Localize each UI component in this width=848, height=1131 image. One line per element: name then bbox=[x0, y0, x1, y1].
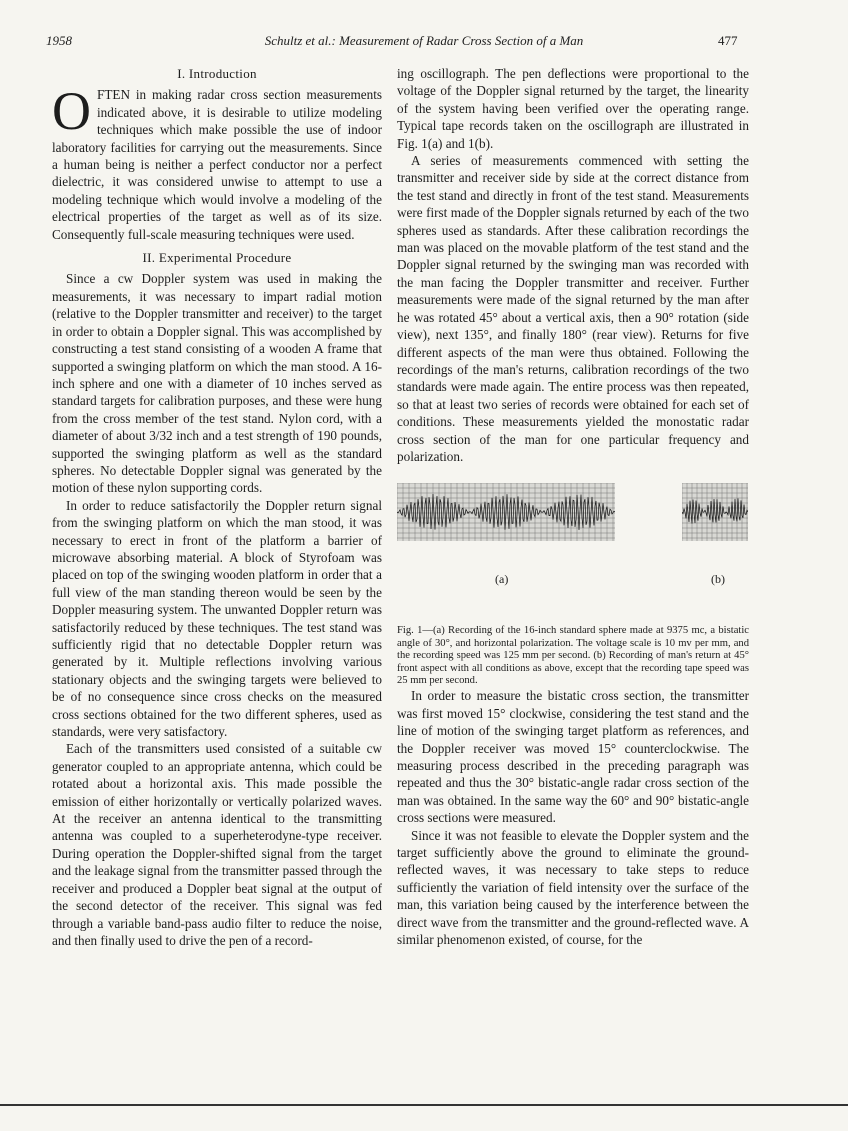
journal-year: 1958 bbox=[46, 33, 72, 48]
left-column bbox=[52, 65, 382, 949]
procedure-paragraph-7: Since it was not feasible to elevate the Doppler system and the target sufficiently above the ground to eliminate the ground-reflected waves, it was necessary to take steps to reduce sufficiently the variation of field intensity over the surface of the man, this variation being caused by the interference between the direct wave from the transmitter and the ground-reflected wave. A similar phenomenon existed, of course, for the bbox=[397, 827, 749, 948]
running-header bbox=[0, 33, 848, 53]
figure-label-b: (b) bbox=[711, 572, 725, 587]
procedure-paragraph-2: In order to reduce satisfactorily the Doppler return signal from the swinging platform on which the man stood, it was necessary to erect in front of the platform a barrier of microwave absorbing material. A block of Styrofoam was placed on top of the swinging wooden platform in order that a full view of the man standing thereon would be seen by the Doppler measuring system. The unwanted Doppler return was satisfactorily reduced by these techniques. The test stand was sufficiently rigid that no detectable Doppler return was generated by it. Multiple reflections involving various stationary objects and the swinging targets were believed to be of no consequence since cross checks on the measured cross sections obtained for the two different spheres, used as standards, were very satisfactory. bbox=[52, 497, 382, 740]
section-heading-introduction: I. Introduction bbox=[177, 66, 257, 81]
running-title: Schultz et al.: Measurement of Radar Cross Section of a Man bbox=[264, 33, 584, 48]
page-bottom-edge bbox=[0, 1104, 848, 1106]
procedure-paragraph-1: Since a cw Doppler system was used in making the measurements, it was necessary to impart radial motion (relative to the Doppler transmitter and receiver) to the target in order to obtain a Doppler signal. This was accomplished by constructing a test stand consisting of a wooden A frame that supported a swinging platform on which the man stood. A 16-inch sphere and one with a diameter of 10 inches served as standard targets for calibration purposes, and these were hung from the cross member of the test stand. Nylon cord, with a diameter of about 3/32 inch and a test strength of 190 pounds, supported the swinging platform as well as the standard spheres. No detectable Doppler signal was generated by the motion of these nylon supporting cords. bbox=[52, 271, 382, 496]
figure-caption: Fig. 1—(a) Recording of the 16-inch standard sphere made at 9375 mc, a bistatic angle of 30°, and horizontal polarization. The voltage scale is 10 mv per mm, and the recording speed was 125 mm per second. (b) Recording of man's return at 45° front aspect with all conditions as above, except that the recording tape speed was 25 mm per second. bbox=[397, 625, 749, 686]
figure-label-a: (a) bbox=[495, 572, 509, 587]
procedure-paragraph-3: Each of the transmitters used consisted of a suitable cw generator coupled to an appropriate antenna, which could be rotated about a horizontal axis. This made possible the emission of either horizontally or vertically polarized waves. At the receiver an antenna identical to the transmitting antenna was coupled to a superheterodyne-type receiver. During operation the Doppler-shifted signal from the target and the leakage signal from the transmitter passed through the receiver and produced a Doppler beat signal at the output of the second detector of the receiver. This signal was fed through a variable band-pass audio filter to reduce the noise, and then finally used to drive the pen of a record- bbox=[52, 741, 382, 948]
procedure-paragraph-5: A series of measurements commenced with setting the transmitter and receiver side by side at the correct distance from the test stand and directly in front of the test stand. Measurements were first made of the Doppler signals returned by each of the two spheres used as standards. After these calibration recordings the man was placed on the movable platform of the test stand and the Doppler signal returned by the swinging man was recorded with the man facing the Doppler transmitter and receiver. Further measurements were made of the signal returned by the man after he was rotated 45° about a vertical axis, then a 90° rotation (side view), next 135°, and finally 180° (rear view). Returns for five different aspects of the man were thus obtained. Following the recordings of the man's returns, calibration recordings of the two standards were made again. The entire process was then repeated, so that at least two series of records were obtained for each set of conditions. These measurements yielded the monostatic radar cross section of the man for one particular frequency and polarization. bbox=[397, 153, 749, 464]
oscillograph-recording-a bbox=[397, 483, 615, 541]
page-number: 477 bbox=[718, 33, 738, 48]
intro-text: FTEN in making radar cross section measurements indicated above, it is desirable to utilize modeling techniques which make possible the use of indoor laboratory facilities for carrying out the measurements. Since a human being is neither a perfect conductor nor a perfect dielectric, it was considered unwise to attempt to use a modeling technique which would involve a modeling of the electrical properties of the target as well as of its size. Consequently full-scale measuring techniques were used. bbox=[52, 87, 382, 242]
section-heading-procedure: II. Experimental Procedure bbox=[142, 250, 292, 266]
procedure-paragraph-4: ing oscillograph. The pen deflections were proportional to the voltage of the Doppler signal returned by the target, the linearity of the system having been verified over the operating range. Typical tape records taken on the oscillograph are illustrated in Fig. 1(a) and 1(b). bbox=[397, 66, 749, 151]
drop-cap: O bbox=[52, 81, 91, 142]
procedure-paragraph-6: In order to measure the bistatic cross section, the transmitter was first moved 15° clockwise, considering the test stand and the line of motion of the swinging target platform as references, and the Doppler receiver was moved 15° counterclockwise. The measuring process described in the preceding paragraph was repeated and thus the 30° bistatic-angle radar cross section of the man was obtained. In the same way the 60° and 90° bistatic-angle cross sections were measured. bbox=[397, 688, 749, 826]
oscillograph-recording-b bbox=[682, 483, 748, 541]
right-column bbox=[397, 65, 749, 948]
figure-1 bbox=[397, 483, 749, 619]
intro-paragraph bbox=[52, 81, 382, 243]
